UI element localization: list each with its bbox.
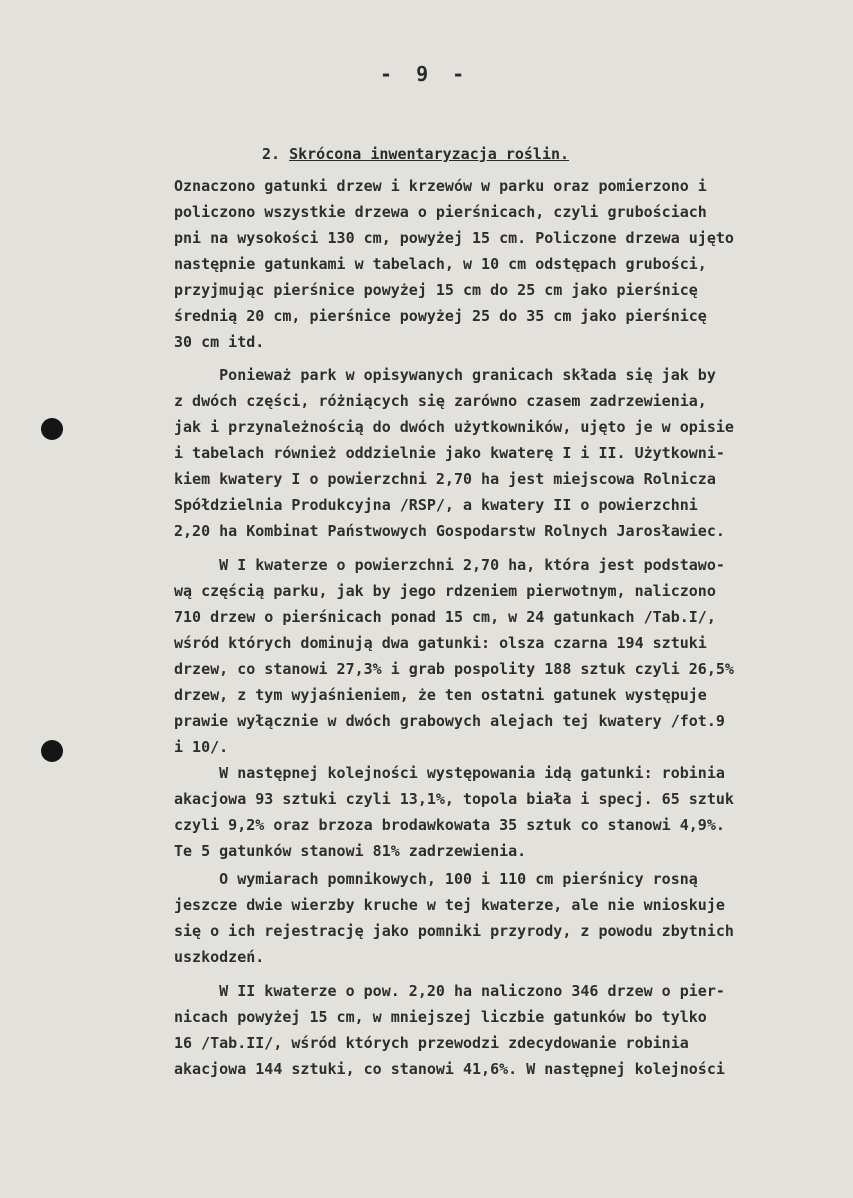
section-number: 2.	[262, 145, 281, 163]
text-line: policzono wszystkie drzewa o pierśnicach, czyli grubościach	[174, 203, 707, 221]
text-line: drzew, co stanowi 27,3% i grab pospolity 188 sztuk czyli 26,5%	[174, 660, 734, 678]
text-line: pni na wysokości 130 cm, powyżej 15 cm. Policzone drzewa ujęto	[174, 229, 734, 247]
page-number: - 9 -	[380, 62, 471, 86]
text-line: drzew, z tym wyjaśnieniem, że ten ostatni gatunek występuje	[174, 686, 707, 704]
text-line: Oznaczono gatunki drzew i krzewów w parku oraz pomierzono i	[174, 177, 707, 195]
punch-hole-top	[41, 418, 63, 440]
text-line: czyli 9,2% oraz brzoza brodawkowata 35 sztuk co stanowi 4,9%.	[174, 816, 725, 834]
text-line: Te 5 gatunków stanowi 81% zadrzewienia.	[174, 842, 527, 860]
text-line: W następnej kolejności występowania idą gatunki: robinia	[174, 764, 725, 782]
text-line: 30 cm itd.	[174, 333, 265, 351]
text-line: Spółdzielnia Produkcyjna /RSP/, a kwatery II o powierzchni	[174, 496, 698, 514]
text-line: wą częścią parku, jak by jego rdzeniem pierwotnym, naliczono	[174, 582, 716, 600]
text-line: W I kwaterze o powierzchni 2,70 ha, która jest podstawo-	[174, 556, 725, 574]
text-line: wśród których dominują dwa gatunki: olsza czarna 194 sztuki	[174, 634, 707, 652]
text-line: kiem kwatery I o powierzchni 2,70 ha jest miejscowa Rolnicza	[174, 470, 716, 488]
text-line: jeszcze dwie wierzby kruche w tej kwaterze, ale nie wnioskuje	[174, 896, 725, 914]
text-line: 710 drzew o pierśnicach ponad 15 cm, w 24 gatunkach /Tab.I/,	[174, 608, 716, 626]
text-line: 16 /Tab.II/, wśród których przewodzi zdecydowanie robinia	[174, 1034, 689, 1052]
text-line: się o ich rejestrację jako pomniki przyrody, z powodu zbytnich	[174, 922, 734, 940]
text-line: przyjmując pierśnice powyżej 15 cm do 25 cm jako pierśnicę	[174, 281, 698, 299]
text-line: O wymiarach pomnikowych, 100 i 110 cm pierśnicy rosną	[174, 870, 698, 888]
text-line: prawie wyłącznie w dwóch grabowych alejach tej kwatery /fot.9	[174, 712, 725, 730]
section-heading	[262, 145, 569, 163]
text-line: z dwóch części, różniących się zarówno czasem zadrzewienia,	[174, 392, 707, 410]
text-line: następnie gatunkami w tabelach, w 10 cm odstępach grubości,	[174, 255, 707, 273]
section-title: Skrócona inwentaryzacja roślin.	[289, 145, 570, 163]
text-line: uszkodzeń.	[174, 948, 265, 966]
text-line: akacjowa 93 sztuki czyli 13,1%, topola biała i specj. 65 sztuk	[174, 790, 734, 808]
text-line: i tabelach również oddzielnie jako kwaterę I i II. Użytkowni-	[174, 444, 725, 462]
text-line: 2,20 ha Kombinat Państwowych Gospodarstw Rolnych Jarosławiec.	[174, 522, 725, 540]
text-line: nicach powyżej 15 cm, w mniejszej liczbie gatunków bo tylko	[174, 1008, 707, 1026]
text-line: średnią 20 cm, pierśnice powyżej 25 do 35 cm jako pierśnicę	[174, 307, 707, 325]
text-line: akacjowa 144 sztuki, co stanowi 41,6%. W następnej kolejności	[174, 1060, 725, 1078]
text-line: jak i przynależnością do dwóch użytkowników, ujęto je w opisie	[174, 418, 734, 436]
text-line: i 10/.	[174, 738, 229, 756]
punch-hole-bottom	[41, 740, 63, 762]
text-line: W II kwaterze o pow. 2,20 ha naliczono 346 drzew o pier-	[174, 982, 725, 1000]
text-line: Ponieważ park w opisywanych granicach składa się jak by	[174, 366, 716, 384]
